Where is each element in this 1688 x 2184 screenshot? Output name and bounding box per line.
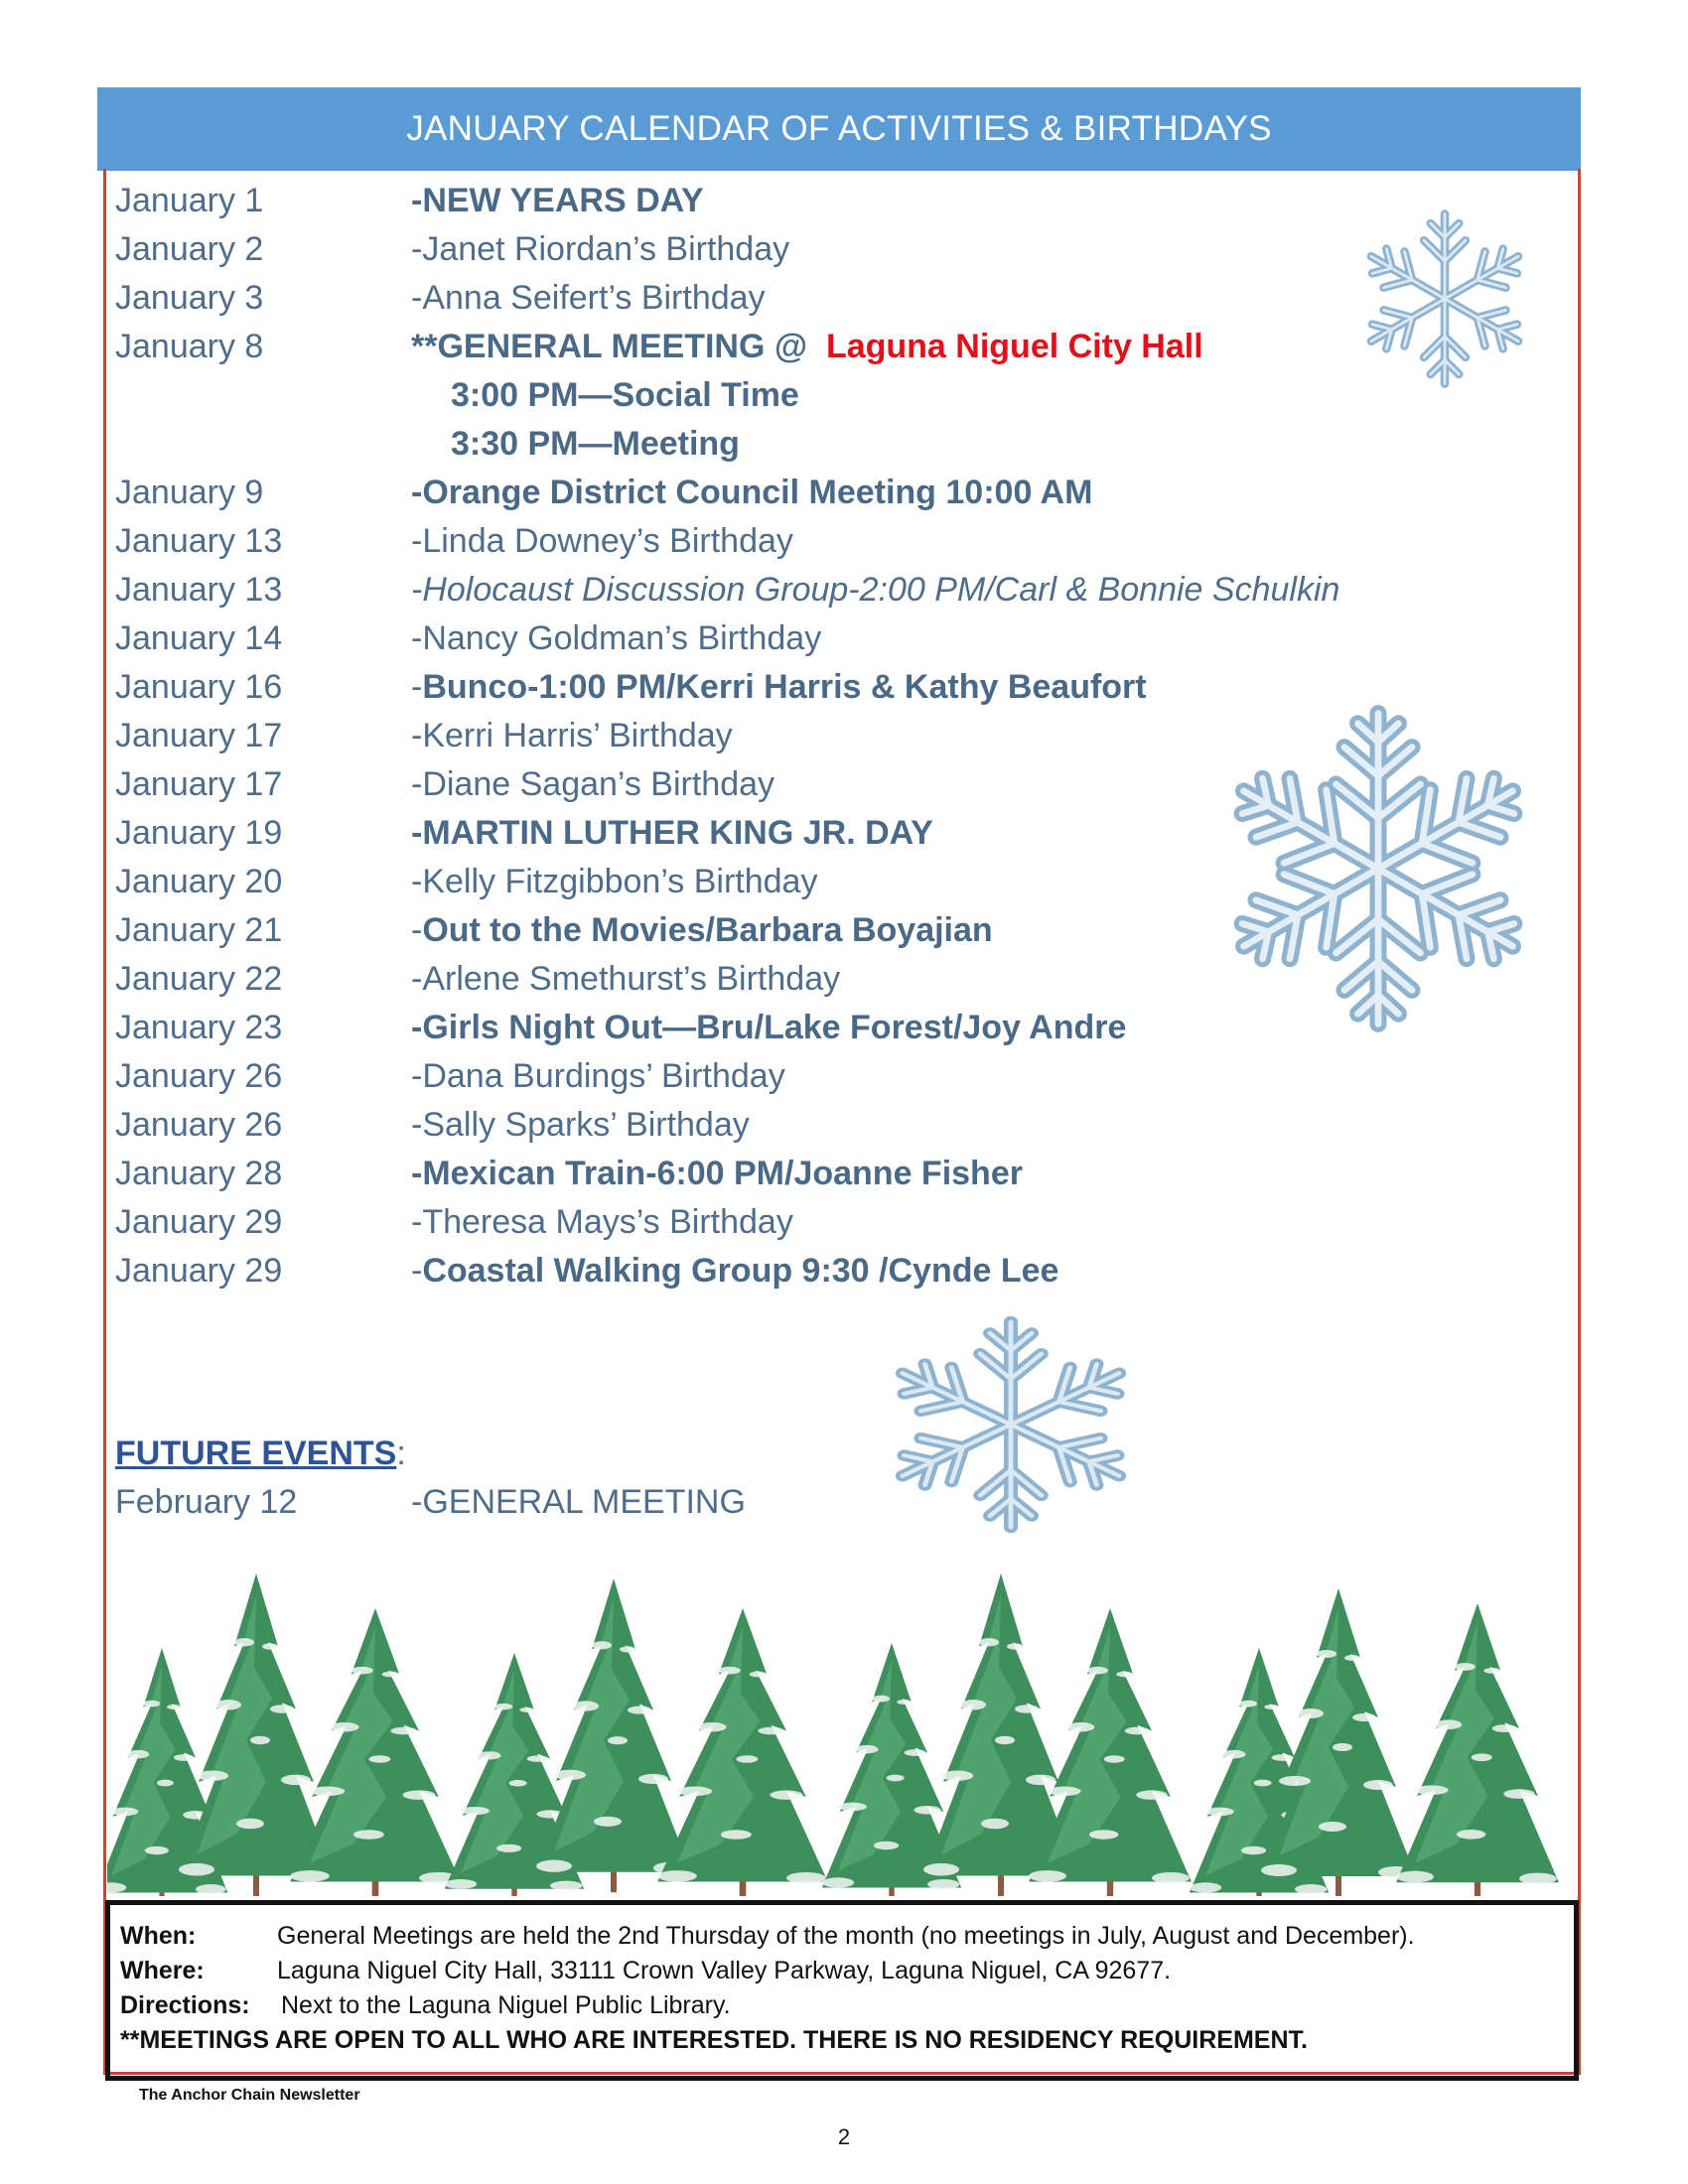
meeting-location: Laguna Niguel City Hall xyxy=(825,328,1203,365)
event-date: January 29 xyxy=(115,1203,283,1241)
event-row xyxy=(115,323,1505,371)
event-row xyxy=(115,517,1505,566)
directions-label: Directions: xyxy=(120,1991,250,2019)
newsletter-name: The Anchor Chain Newsletter xyxy=(139,2087,360,2104)
when-value: General Meetings are held the 2nd Thursday of the month (no meetings in July, August and December). xyxy=(277,1922,1415,1950)
event-date: January 13 xyxy=(115,522,283,560)
event-row xyxy=(115,225,1505,274)
event-date: January 8 xyxy=(115,328,264,365)
event-prefix: - xyxy=(411,668,423,706)
event-row xyxy=(115,1052,1505,1101)
event-date: January 17 xyxy=(115,717,283,754)
event-date: January 20 xyxy=(115,863,283,900)
event-desc: -Holocaust Discussion Group-2:00 PM/Carl & Bonnie Schulkin xyxy=(411,571,1340,609)
event-prefix: - xyxy=(411,1252,423,1290)
future-events-colon: : xyxy=(396,1434,406,1472)
event-desc: -Arlene Smethurst’s Birthday xyxy=(411,960,841,998)
event-desc: -Dana Burdings’ Birthday xyxy=(411,1057,785,1095)
pine-trees-illustration xyxy=(107,1569,1577,1896)
event-desc: -Linda Downey’s Birthday xyxy=(411,522,793,560)
event-row xyxy=(115,1101,1505,1150)
event-date: January 9 xyxy=(115,474,264,511)
event-desc: -Diane Sagan’s Birthday xyxy=(411,765,775,803)
future-event-date: February 12 xyxy=(115,1483,298,1521)
open-meetings-notice: **MEETINGS ARE OPEN TO ALL WHO ARE INTERESTED. THERE IS NO RESIDENCY REQUIREMENT. xyxy=(120,2026,1308,2054)
event-date: January 2 xyxy=(115,230,264,268)
event-row xyxy=(115,1198,1505,1247)
event-date: January 19 xyxy=(115,814,283,852)
event-text: Out to the Movies/Barbara Boyajian xyxy=(422,911,993,949)
pine-tree-icon xyxy=(657,1608,828,1896)
event-date: January 23 xyxy=(115,1009,283,1046)
general-meeting-label: **GENERAL MEETING @ xyxy=(411,328,808,365)
event-date: January 29 xyxy=(115,1252,283,1290)
event-desc: -Kerri Harris’ Birthday xyxy=(411,717,733,754)
where-label: Where: xyxy=(120,1957,205,1984)
when-label: When: xyxy=(120,1922,197,1950)
event-date: January 26 xyxy=(115,1057,283,1095)
future-event-row xyxy=(115,1478,1108,1527)
event-date: January 13 xyxy=(115,571,283,609)
event-desc xyxy=(411,663,1147,712)
event-date: January 28 xyxy=(115,1155,283,1192)
info-directions xyxy=(120,1988,1574,2023)
directions-value: Next to the Laguna Niguel Public Library. xyxy=(281,1991,731,2019)
event-date: January 14 xyxy=(115,619,283,657)
future-event-desc: -GENERAL MEETING xyxy=(411,1483,746,1521)
pine-tree-icon xyxy=(1029,1608,1192,1896)
future-events-title: FUTURE EVENTS xyxy=(115,1434,397,1472)
event-row xyxy=(115,566,1505,614)
where-value: Laguna Niguel City Hall, 33111 Crown Valley Parkway, Laguna Niguel, CA 92677. xyxy=(277,1957,1172,1984)
event-desc: -Anna Seifert’s Birthday xyxy=(411,279,766,317)
event-prefix: - xyxy=(411,911,423,949)
info-when xyxy=(120,1919,1574,1954)
event-row xyxy=(115,177,1505,225)
info-where xyxy=(120,1954,1574,1988)
event-row xyxy=(115,1247,1505,1296)
info-notice xyxy=(120,2023,1574,2058)
event-desc xyxy=(411,1247,1058,1296)
pine-tree-icon xyxy=(290,1608,461,1896)
snowflake-icon xyxy=(1209,695,1547,1042)
event-desc: -MARTIN LUTHER KING JR. DAY xyxy=(411,814,933,852)
event-date: January 21 xyxy=(115,911,283,949)
event-desc: -NEW YEARS DAY xyxy=(411,182,704,219)
meeting-info-box xyxy=(105,1900,1579,2081)
event-desc: -Mexican Train-6:00 PM/Joanne Fisher xyxy=(411,1155,1023,1192)
event-text: Coastal Walking Group 9:30 /Cynde Lee xyxy=(422,1252,1059,1290)
event-desc: -Janet Riordan’s Birthday xyxy=(411,230,790,268)
event-row xyxy=(115,420,1505,469)
event-date: January 17 xyxy=(115,765,283,803)
event-text: Bunco-1:00 PM/Kerri Harris & Kathy Beaufort xyxy=(422,668,1147,706)
event-desc: -Kelly Fitzgibbon’s Birthday xyxy=(411,863,818,900)
event-desc: -Sally Sparks’ Birthday xyxy=(411,1106,750,1144)
event-desc xyxy=(411,323,1203,371)
page-number: 2 xyxy=(837,2124,851,2149)
event-row xyxy=(115,469,1505,517)
event-desc: -Orange District Council Meeting 10:00 AM xyxy=(411,474,1093,511)
event-date: January 1 xyxy=(115,182,264,219)
event-desc xyxy=(411,906,993,955)
event-row xyxy=(115,1150,1505,1198)
meeting-time: 3:30 PM—Meeting xyxy=(451,425,740,463)
pine-tree-icon xyxy=(536,1578,691,1892)
event-desc: -Girls Night Out—Bru/Lake Forest/Joy Andre xyxy=(411,1009,1127,1046)
event-row xyxy=(115,614,1505,663)
event-date: January 22 xyxy=(115,960,283,998)
event-desc: -Theresa Mays’s Birthday xyxy=(411,1203,793,1241)
social-time: 3:00 PM—Social Time xyxy=(451,376,799,414)
future-events-heading xyxy=(115,1430,406,1478)
event-row xyxy=(115,274,1505,323)
event-date: January 3 xyxy=(115,279,264,317)
event-date: January 16 xyxy=(115,668,283,706)
event-row xyxy=(115,371,1505,420)
page-title: JANUARY CALENDAR OF ACTIVITIES & BIRTHDAYS xyxy=(97,87,1581,171)
event-desc: -Nancy Goldman’s Birthday xyxy=(411,619,822,657)
snowflake-icon xyxy=(1350,205,1539,393)
pine-tree-icon xyxy=(1396,1603,1559,1896)
event-date: January 26 xyxy=(115,1106,283,1144)
